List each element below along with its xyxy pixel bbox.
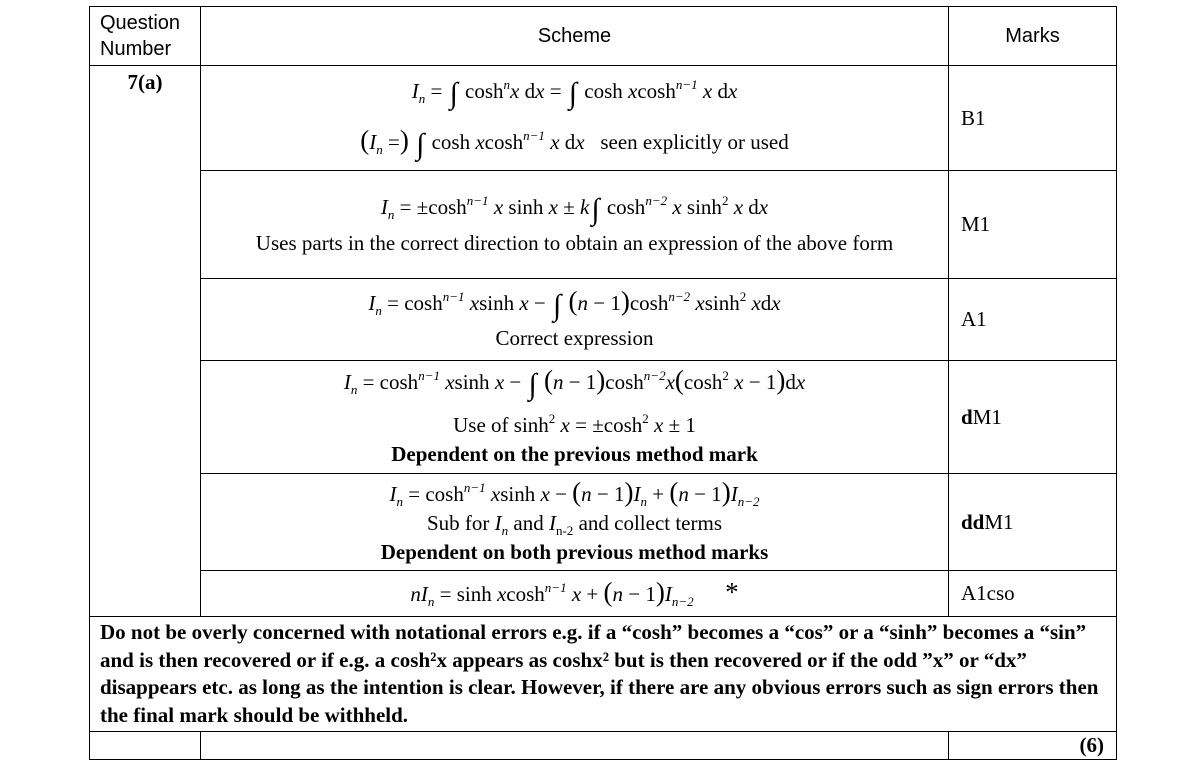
scheme-cell-6 [201, 571, 949, 617]
scheme-cell-5 [201, 474, 949, 571]
equation-1a: $I_n$ = ∫ $\cosh^nx$ dx = ∫ cosh xcosh$^{n-1}$ x dx [411, 77, 738, 110]
general-note: Do not be overly concerned with notational errors e.g. if a “cosh” becomes a “cos” or a “sinh” becomes a “sin” and is then recovered or if e.g. a cosh²x appears as coshx² but is then recovered or if the odd ”x” or “dx” disappears etc. as long as the intention is clear. However, if there are any obvious errors such as sign errors then the final mark should be withheld. [90, 617, 1117, 732]
scheme-cell-3 [201, 279, 949, 361]
scheme-row-6 [90, 571, 1117, 617]
dependency-note-5: Dependent on both previous method marks [380, 539, 769, 564]
equation-1b: ($I_n$ =) ∫ cosh xcosh$^{n-1}$ x dx seen explicitly or used [360, 125, 789, 161]
scheme-text-1: seen explicitly or used [600, 130, 789, 154]
header-scheme: Scheme [201, 7, 949, 66]
total-empty-1 [90, 732, 201, 760]
scheme-cell-2 [201, 171, 949, 279]
total-marks: (6) [949, 732, 1117, 760]
mark-cell-3: A1 [949, 279, 1117, 361]
mark-cell-2: M1 [949, 171, 1117, 279]
mark-cell-4: dM1 [949, 361, 1117, 474]
scheme-cell-4 [201, 361, 949, 474]
equation-2: $I_n = \pm\cosh^{n-1}$ x sinh x ± k∫ $\cosh^{n-2} x$ $\sinh^2 x$ dx [380, 192, 769, 226]
scheme-text-3: Correct expression [495, 325, 654, 350]
scheme-text-2: Uses parts in the correct direction to obtain an expression of the above form [255, 230, 894, 255]
scheme-text-4: Use of [453, 412, 509, 437]
question-number: 7(a) [90, 66, 201, 617]
scheme-row-4 [90, 361, 1117, 474]
dependency-note-4: Dependent on the previous method mark [391, 441, 758, 466]
header-question-number: Question Number [90, 7, 201, 66]
equation-4b: Use of $\sinh^2 x = \pm\cosh^2$ x ± 1 [453, 410, 696, 437]
mark-cell-6: A1cso [949, 571, 1117, 617]
note-row [90, 617, 1117, 732]
scheme-row-5 [90, 474, 1117, 571]
total-row [90, 732, 1117, 760]
equation-5: $I_n = \cosh^{n-1} xsinh$ $x - (n - 1)I_n + (n - 1)I_{n-2}$ [389, 476, 760, 509]
header-marks: Marks [949, 7, 1117, 66]
mark-cell-1: B1 [949, 66, 1117, 171]
scheme-text-5: Sub for $I_n$ and $I_{n-2}$ and collect terms [426, 510, 723, 538]
mark-cell-5: ddM1 [949, 474, 1117, 571]
scheme-row-1 [90, 66, 1117, 171]
mark-scheme-table [89, 6, 1117, 760]
equation-4: $I_n = \cosh^{n-1} xsinh$ x − ∫ $(n - 1)\cosh^{n-2}x(\cosh^2$ x − 1)dx [343, 364, 806, 401]
header-row [90, 7, 1117, 66]
scheme-row-2 [90, 171, 1117, 279]
equation-6: $nI_n = \sinh xcosh^{n-1}$ $x + (n - 1)I_{n-2}$ * [410, 577, 739, 609]
total-empty-2 [201, 732, 949, 760]
scheme-row-3 [90, 279, 1117, 361]
equation-3: $I_n = \cosh^{n-1} xsinh$ x − ∫ $(n - 1)\cosh^{n-2}$ xsinh$^2$ xdx [368, 285, 781, 322]
scheme-cell-1 [201, 66, 949, 171]
